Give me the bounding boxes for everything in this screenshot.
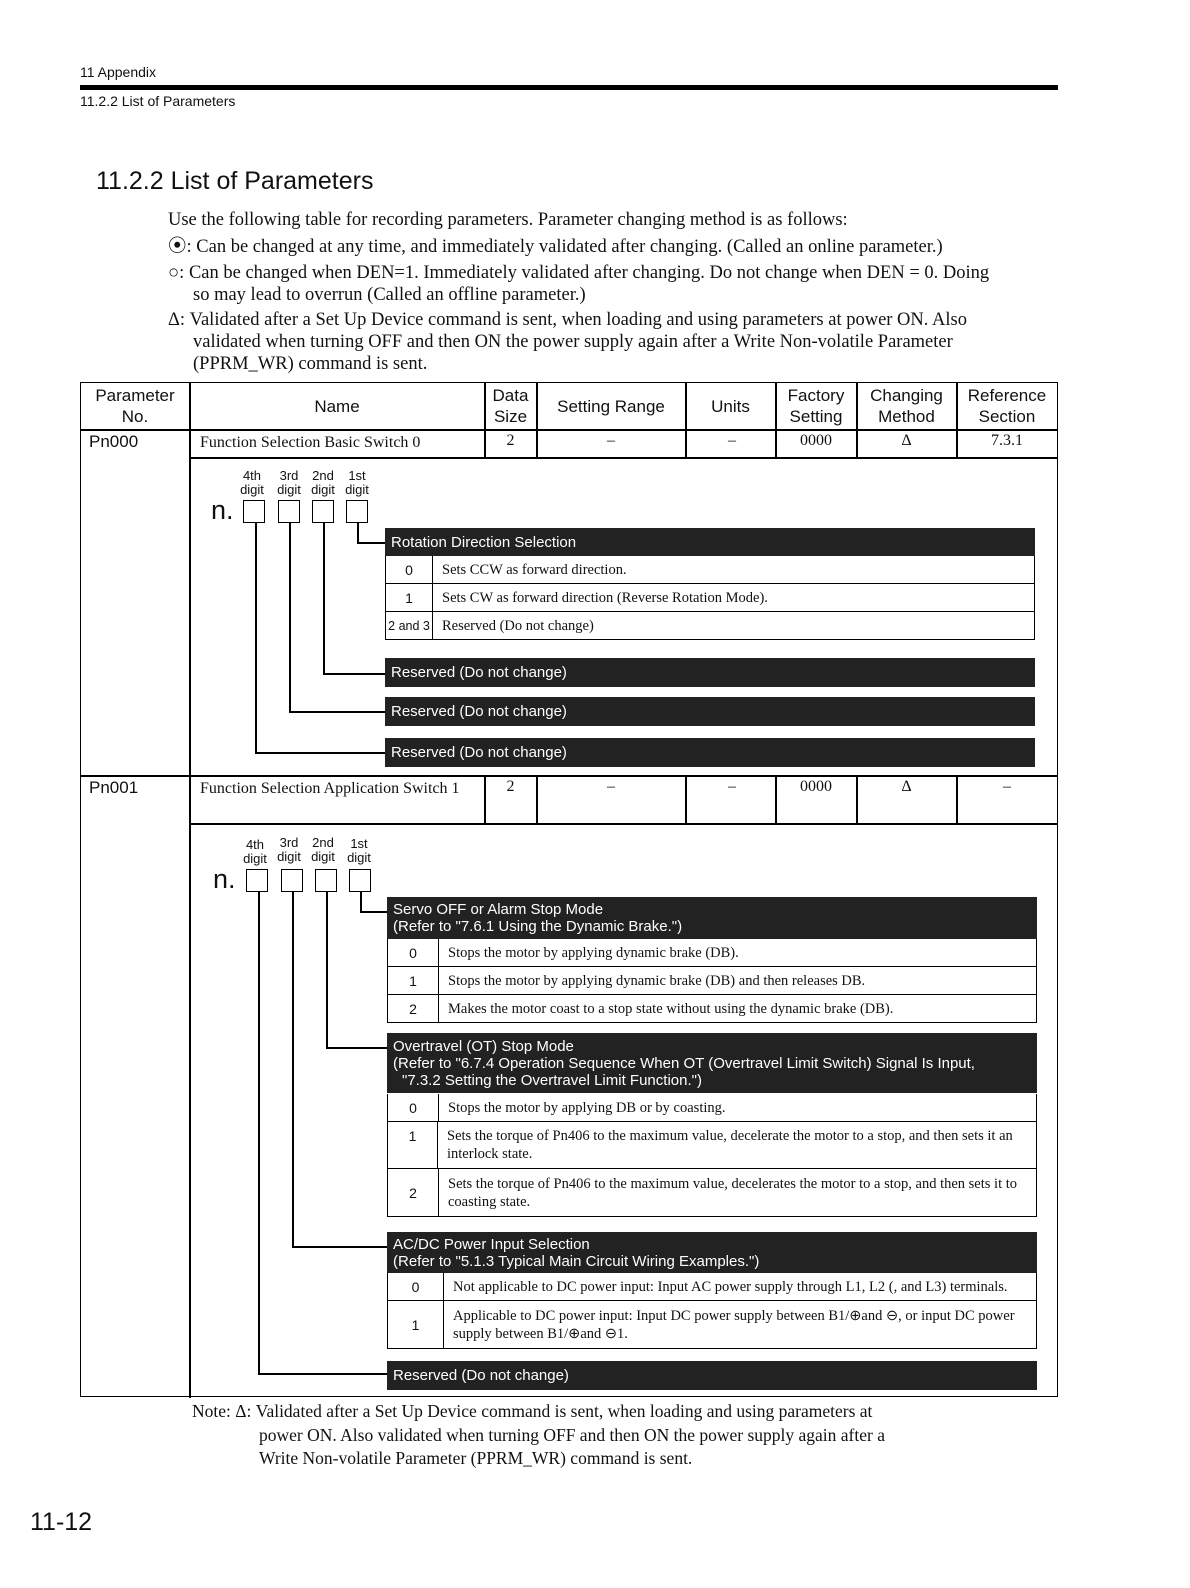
- intro-line: Use the following table for recording parameters. Parameter changing method is as follows:: [168, 210, 848, 230]
- units-pn001: [686, 777, 775, 797]
- intro-text: [168, 209, 1058, 375]
- option-row: [387, 939, 1037, 967]
- digit-ord: 4th: [245, 837, 265, 852]
- factory-pn000: 0000: [800, 432, 832, 449]
- digit-label-1st: [340, 469, 374, 497]
- header-line: (Refer to "6.7.4 Operation Sequence When OT (Overtravel Limit Switch) Signal Is Input,: [393, 1054, 975, 1072]
- connector-line: [323, 673, 386, 675]
- header-factory-setting: Factory Setting: [787, 386, 845, 426]
- units-pn000: [686, 431, 775, 451]
- option-row: [385, 584, 1035, 612]
- delta-definition: Δ: Validated after a Set Up Device command is sent, when loading and using parameters at power ON. Also: [168, 310, 967, 330]
- reserved-digit2-header: Reserved (Do not change): [385, 658, 1035, 687]
- digit-word: digit: [347, 850, 371, 865]
- data-size-pn001: 2: [506, 778, 515, 795]
- header-line: Servo OFF or Alarm Stop Mode: [393, 901, 604, 918]
- reserved-digit4-header: Reserved (Do not change): [385, 738, 1035, 767]
- connector-line: [357, 523, 359, 543]
- digit-box: [312, 500, 334, 523]
- n-prefix: n.: [213, 864, 236, 894]
- data-size-pn000: 2: [506, 432, 515, 449]
- option-row: [387, 1122, 1037, 1169]
- overtravel-stop-mode-header: [387, 1033, 1037, 1093]
- offline-definition-cont: so may lead to overrun (Called an offline parameter.): [193, 285, 586, 305]
- ref-pn000: 7.3.1: [991, 432, 1023, 449]
- header-line: Overtravel (OT) Stop Mode: [393, 1037, 574, 1055]
- header-setting-range: Setting Range: [557, 396, 665, 416]
- connector-line: [292, 1246, 388, 1248]
- note-line: Write Non-volatile Parameter (PPRM_WR) command is sent.: [259, 1448, 693, 1468]
- reserved-digit4-header: Reserved (Do not change): [387, 1361, 1037, 1390]
- digit-label-2nd: [306, 836, 340, 864]
- header-line: AC/DC Power Input Selection: [393, 1235, 590, 1253]
- param-no-pn001: Pn001: [89, 778, 139, 797]
- param-name-pn001: Function Selection Application Switch 1: [200, 780, 460, 797]
- connector-line: [255, 752, 386, 754]
- digit-word: digit: [243, 851, 267, 866]
- digit-box: [315, 869, 337, 892]
- option-key: 2: [388, 1169, 439, 1216]
- digit-ord: 1st: [348, 468, 366, 483]
- option-row: [385, 556, 1035, 584]
- option-key: 0: [386, 556, 433, 583]
- digit-ord: 1st: [350, 836, 368, 851]
- online-definition: ⦿: Can be changed at any time, and immediately validated after changing. (Called an online parameter.): [168, 236, 943, 257]
- option-desc: Stops the motor by applying dynamic brake (DB).: [448, 944, 739, 961]
- digit-word: digit: [345, 482, 369, 497]
- rotation-direction-header: Rotation Direction Selection: [385, 528, 1035, 556]
- option-desc: Stops the motor by applying DB or by coasting.: [448, 1099, 726, 1116]
- connector-line: [326, 892, 328, 1048]
- option-key: 0: [388, 1094, 439, 1121]
- connector-line: [289, 711, 386, 713]
- option-key: 0: [388, 1273, 444, 1300]
- servo-off-stop-mode-header: [387, 897, 1037, 939]
- digit-word: digit: [277, 849, 301, 864]
- note-line: power ON. Also validated when turning OFF and then ON the power supply again after a: [259, 1424, 885, 1445]
- range-pn000: –: [607, 432, 615, 449]
- header-data-size: Data Size: [492, 386, 529, 426]
- digit-box: [346, 500, 368, 523]
- header-units: Units: [711, 396, 750, 416]
- note-line: Note: Δ: Validated after a Set Up Device command is sent, when loading and using parameters at: [192, 1401, 873, 1421]
- factory-pn001: 0000: [800, 778, 832, 795]
- digit-label-1st: [342, 837, 376, 865]
- acdc-power-input-header: [387, 1232, 1037, 1273]
- digit-label-3rd: [272, 836, 306, 864]
- delta-definition-cont2: (PPRM_WR) command is sent.: [193, 354, 428, 374]
- option-row: [387, 967, 1037, 995]
- delta-definition-cont: validated when turning OFF and then ON the power supply again after a Write Non-volatile Parameter: [193, 332, 953, 352]
- option-key: 1: [388, 1122, 438, 1168]
- connector-line: [289, 523, 291, 712]
- method-pn001: Δ: [901, 778, 912, 795]
- method-pn000: Δ: [901, 432, 912, 449]
- n-prefix: n.: [211, 495, 234, 525]
- connector-line: [258, 1373, 388, 1375]
- digit-label-4th: [235, 469, 269, 497]
- param-no-pn000: Pn000: [89, 432, 139, 451]
- page-title: 11.2.2 List of Parameters: [96, 167, 374, 195]
- header-name: Name: [314, 396, 360, 416]
- option-key: 1: [386, 584, 433, 611]
- connector-line: [360, 892, 362, 912]
- header-param-no: Parameter No.: [95, 386, 175, 426]
- header-changing-method: Changing Method: [870, 386, 943, 426]
- units-value: –: [728, 778, 736, 795]
- digit-label-4th: [238, 838, 272, 866]
- digit-label-3rd: [272, 469, 306, 497]
- digit-box: [243, 500, 265, 523]
- option-desc: Sets CCW as forward direction.: [442, 561, 627, 578]
- option-row: [387, 1301, 1037, 1349]
- ref-pn001: –: [1003, 778, 1011, 795]
- digit-box: [278, 500, 300, 523]
- connector-line: [255, 523, 257, 753]
- digit-label-2nd: [306, 469, 340, 497]
- option-desc: Sets CW as forward direction (Reverse Rotation Mode).: [442, 589, 768, 606]
- option-row: [385, 612, 1035, 640]
- digit-word: digit: [311, 482, 335, 497]
- digit-box: [349, 869, 371, 892]
- digit-word: digit: [277, 482, 301, 497]
- header-rule: [80, 85, 1058, 90]
- header-line: (Refer to "7.6.1 Using the Dynamic Brake."): [393, 918, 683, 935]
- connector-line: [258, 892, 260, 1374]
- row-rule: [189, 457, 1057, 459]
- reserved-digit3-header: Reserved (Do not change): [385, 697, 1035, 726]
- option-desc: Reserved (Do not change): [442, 617, 594, 634]
- param-name-pn000: Function Selection Basic Switch 0: [200, 434, 421, 451]
- row-rule: [189, 823, 1057, 825]
- digit-ord: 3rd: [279, 468, 299, 483]
- range-pn001: –: [607, 778, 615, 795]
- digit-word: digit: [240, 482, 264, 497]
- section-header: 11.2.2 List of Parameters: [80, 93, 236, 109]
- page-number: 11-12: [30, 1508, 93, 1536]
- option-key: 0: [388, 939, 439, 966]
- connector-line: [292, 892, 294, 1247]
- option-desc: Stops the motor by applying dynamic brake (DB) and then releases DB.: [448, 972, 866, 989]
- connector-line: [326, 1047, 388, 1049]
- option-row: [387, 995, 1037, 1023]
- option-desc: Not applicable to DC power input: Input AC power supply through L1, L2 (, and L3) terminals.: [453, 1278, 1008, 1295]
- chapter-header: 11 Appendix: [80, 64, 157, 80]
- option-row: [387, 1169, 1037, 1217]
- option-key: 2: [388, 995, 439, 1022]
- digit-ord: 3rd: [279, 835, 299, 850]
- units-value: –: [728, 432, 736, 449]
- option-key: 2 and 3: [386, 612, 433, 639]
- connector-line: [357, 542, 386, 544]
- option-desc: Makes the motor coast to a stop state without using the dynamic brake (DB).: [448, 1000, 894, 1017]
- connector-line: [360, 911, 388, 913]
- digit-box: [246, 869, 268, 892]
- digit-box: [281, 869, 303, 892]
- digit-ord: 4th: [242, 468, 262, 483]
- digit-ord: 2nd: [312, 835, 334, 850]
- offline-definition: ○: Can be changed when DEN=1. Immediately validated after changing. Do not change when DEN = 0. Doing: [168, 263, 990, 283]
- option-desc: Applicable to DC power input: Input DC power supply between B1/⊕and ⊖, or input DC power supply between B1/⊕and ⊖1.: [453, 1307, 1015, 1342]
- digit-ord: 2nd: [312, 468, 334, 483]
- col-divider: [189, 383, 191, 1398]
- connector-line: [323, 523, 325, 674]
- option-key: 1: [388, 1301, 444, 1348]
- header-line: (Refer to "5.1.3 Typical Main Circuit Wiring Examples."): [393, 1252, 760, 1270]
- option-row: [387, 1273, 1037, 1301]
- option-key: 1: [388, 967, 439, 994]
- option-row: [387, 1094, 1037, 1122]
- table-note: [192, 1400, 912, 1471]
- option-desc: Sets the torque of Pn406 to the maximum value, decelerate the motor to a stop, and then sets it an interlock state.: [447, 1128, 1013, 1162]
- option-desc: Sets the torque of Pn406 to the maximum value, decelerates the motor to a stop, and then sets it to coasting state.: [448, 1175, 1018, 1210]
- digit-word: digit: [311, 849, 335, 864]
- header-line: "7.3.2 Setting the Overtravel Limit Function."): [402, 1071, 702, 1089]
- header-reference-section: Reference Section: [967, 386, 1047, 426]
